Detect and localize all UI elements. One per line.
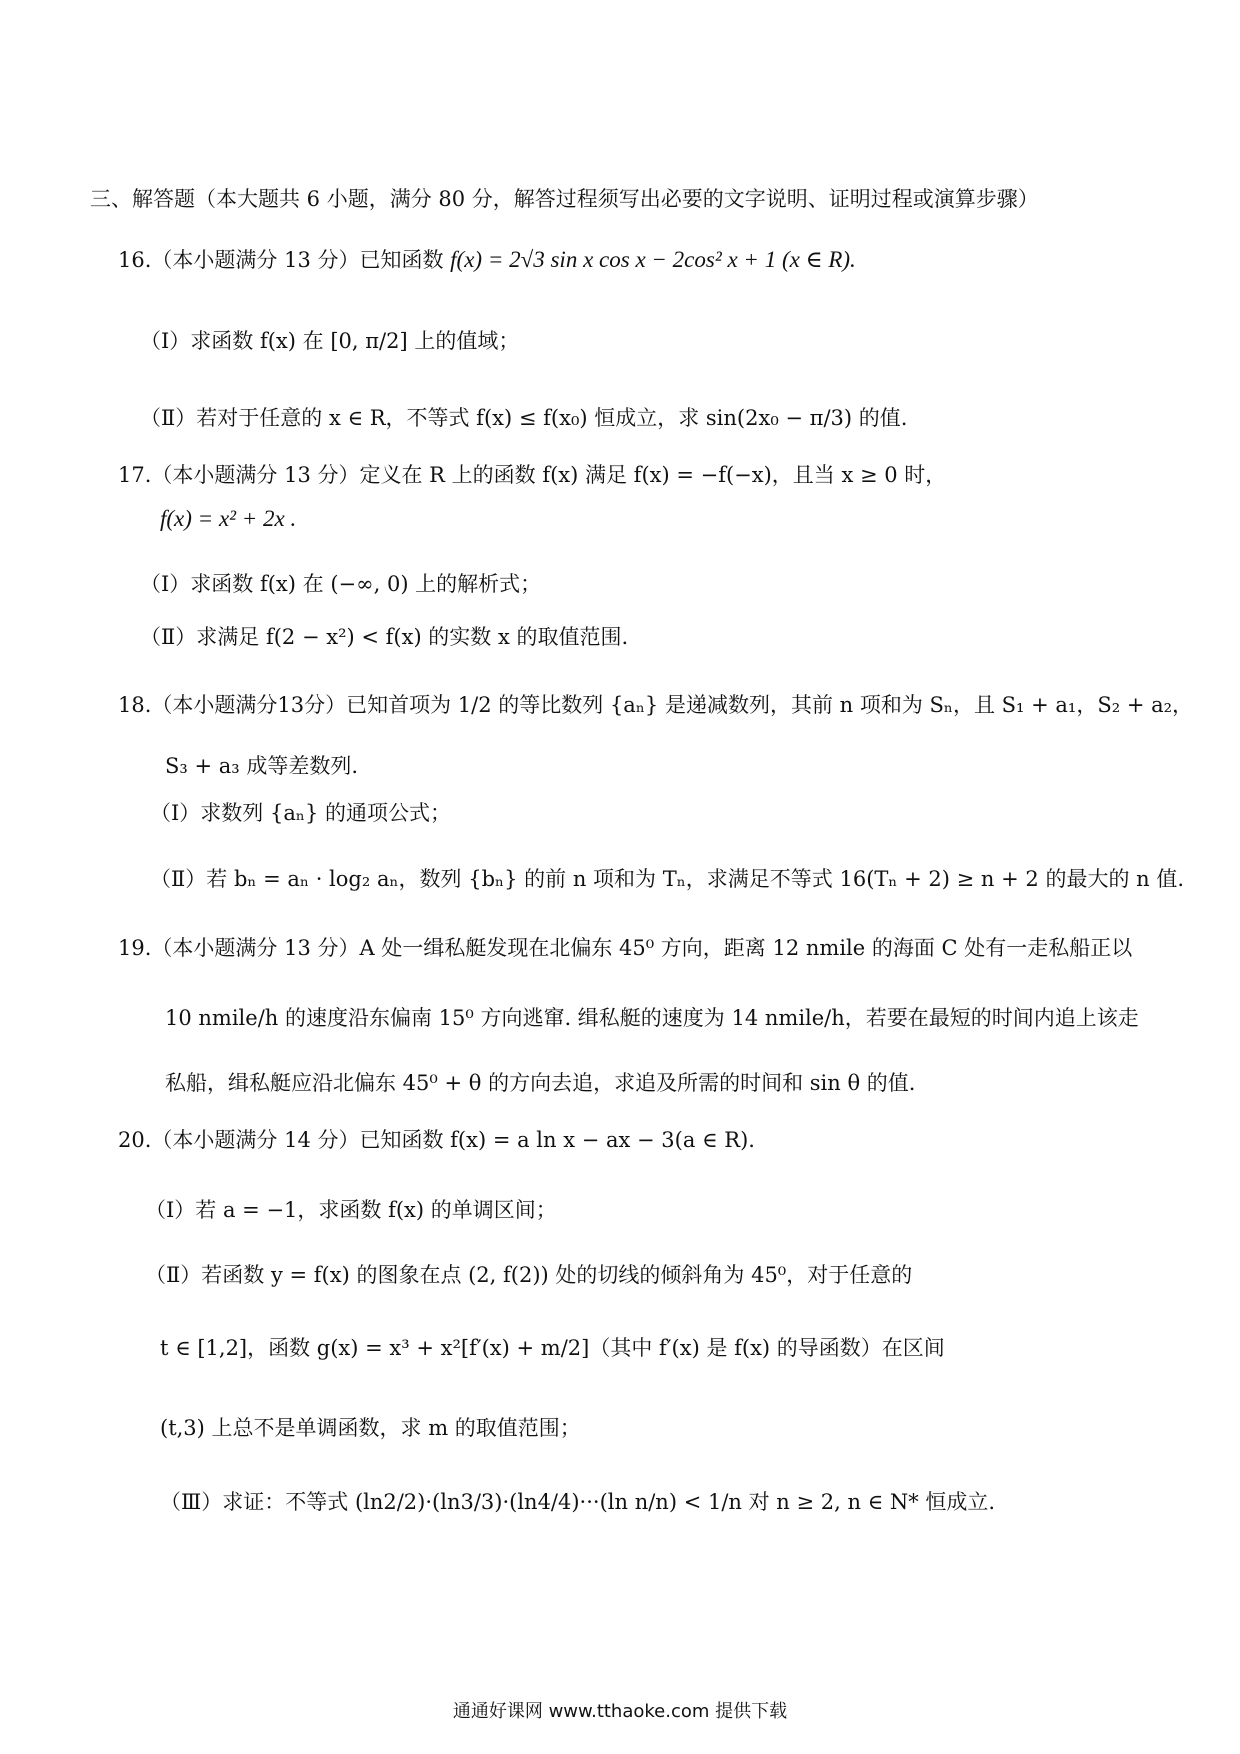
- part-text: 求满足 f(2 − x²) < f(x) 的实数 x 的取值范围.: [196, 625, 629, 649]
- problem-17-intro: [118, 460, 946, 490]
- problem-16-number: 16.: [118, 248, 152, 272]
- problem-20-number: 20.: [118, 1128, 152, 1152]
- section-header: 三、解答题（本大题共 6 小题，满分 80 分，解答过程须写出必要的文字说明、证明过程或演算步骤）: [90, 187, 1039, 211]
- problem-19-cont2: 私船，缉私艇应沿北偏东 45⁰ + θ 的方向去追，求追及所需的时间和 sin θ 的值.: [165, 1071, 916, 1095]
- part-text: 若 a = −1，求函数 f(x) 的单调区间；: [195, 1198, 557, 1222]
- problem-18-part-2: [150, 864, 1184, 894]
- problem-18-intro: [118, 690, 1193, 720]
- problem-20-part-2: [145, 1260, 912, 1290]
- page-footer: 通通好课网 www.tthaoke.com 提供下载: [452, 1701, 788, 1722]
- part-text: 若对于任意的 x ∈ R，不等式 f(x) ≤ f(x₀) 恒成立，求 sin(2x₀ − π/3) 的值.: [196, 406, 908, 430]
- part-label: （Ⅰ）: [140, 329, 191, 353]
- problem-20-part-3: [160, 1487, 995, 1517]
- part-text: t ∈ [1,2]，函数 g(x) = x³ + x²[f′(x) + m/2]（其中 f′(x) 是 f(x) 的导函数）在区间: [160, 1336, 945, 1360]
- problem-20-part-2-cont: [160, 1333, 945, 1363]
- problem-17-text: （本小题满分 13 分）定义在 R 上的函数 f(x) 满足 f(x) = −f(−x)，且当 x ≥ 0 时，: [151, 463, 947, 487]
- part-text: 求证：不等式 (ln2/2)·(ln3/3)·(ln4/4)···(ln n/n) < 1/n 对 n ≥ 2, n ∈ N* 恒成立.: [222, 1490, 996, 1514]
- problem-16-part-1: [140, 326, 519, 356]
- problem-19-intro-cont: [165, 1003, 1139, 1033]
- problem-17-formula: f(x) = x² + 2x .: [160, 506, 297, 531]
- problem-20-part-2-cont2: [160, 1413, 581, 1443]
- part-label: （Ⅰ）: [140, 572, 191, 596]
- part-text: (t,3) 上总不是单调函数，求 m 的取值范围；: [160, 1416, 581, 1440]
- problem-20-text: （本小题满分 14 分）已知函数 f(x) = a ln x − ax − 3(a ∈ R).: [151, 1128, 755, 1152]
- problem-17-intro-cont: [160, 504, 296, 534]
- part-label: （Ⅱ）: [140, 625, 197, 649]
- problem-17-part-2: [140, 622, 628, 652]
- part-text: 求函数 f(x) 在 [0, π/2] 上的值域；: [190, 329, 520, 353]
- problem-18-intro-cont: [165, 751, 358, 781]
- part-text: 求数列 {aₙ} 的通项公式；: [200, 801, 451, 825]
- problem-18-part-1: [150, 798, 451, 828]
- problem-20-intro: [118, 1125, 755, 1155]
- problem-20-part-1: [145, 1195, 557, 1225]
- problem-19-intro-cont2: [165, 1068, 915, 1098]
- part-label: （Ⅱ）: [150, 867, 207, 891]
- problem-19-cont: 10 nmile/h 的速度沿东偏南 15⁰ 方向逃窜. 缉私艇的速度为 14 nmile/h，若要在最短的时间内追上该走: [165, 1006, 1139, 1030]
- problem-18-number: 18.: [118, 693, 152, 717]
- part-label: （Ⅲ）: [160, 1490, 223, 1514]
- problem-18-text: （本小题满分13分）已知首项为 1/2 的等比数列 {aₙ} 是递减数列，其前 n 项和为 Sₙ，且 S₁ + a₁，S₂ + a₂，: [151, 693, 1194, 717]
- part-label: （Ⅰ）: [150, 801, 201, 825]
- problem-16-part-2: [140, 403, 907, 433]
- part-label: （Ⅱ）: [140, 406, 197, 430]
- part-text: 若 bₙ = aₙ · log₂ aₙ，数列 {bₙ} 的前 n 项和为 Tₙ，求满足不等式 16(Tₙ + 2) ≥ n + 2 的最大的 n 值.: [206, 867, 1184, 891]
- problem-19-number: 19.: [118, 936, 152, 960]
- problem-17-part-1: [140, 569, 541, 599]
- part-label: （Ⅱ）: [145, 1263, 202, 1287]
- problem-19-text: （本小题满分 13 分）A 处一缉私艇发现在北偏东 45⁰ 方向，距离 12 nmile 的海面 C 处有一走私船正以: [151, 936, 1133, 960]
- problem-16-text: （本小题满分 13 分）已知函数: [151, 248, 444, 272]
- problem-19-intro: [118, 933, 1132, 963]
- problem-17-number: 17.: [118, 463, 152, 487]
- part-text: 若函数 y = f(x) 的图象在点 (2, f(2)) 处的切线的倾斜角为 45⁰，对于任意的: [201, 1263, 913, 1287]
- part-label: （Ⅰ）: [145, 1198, 196, 1222]
- part-text: 求函数 f(x) 在 (−∞, 0) 上的解析式；: [190, 572, 542, 596]
- problem-16-formula: f(x) = 2√3 sin x cos x − 2cos² x + 1 (x ∈ R).: [450, 247, 856, 272]
- problem-18-cont: S₃ + a₃ 成等差数列.: [165, 754, 359, 778]
- problem-16-intro: [118, 245, 856, 275]
